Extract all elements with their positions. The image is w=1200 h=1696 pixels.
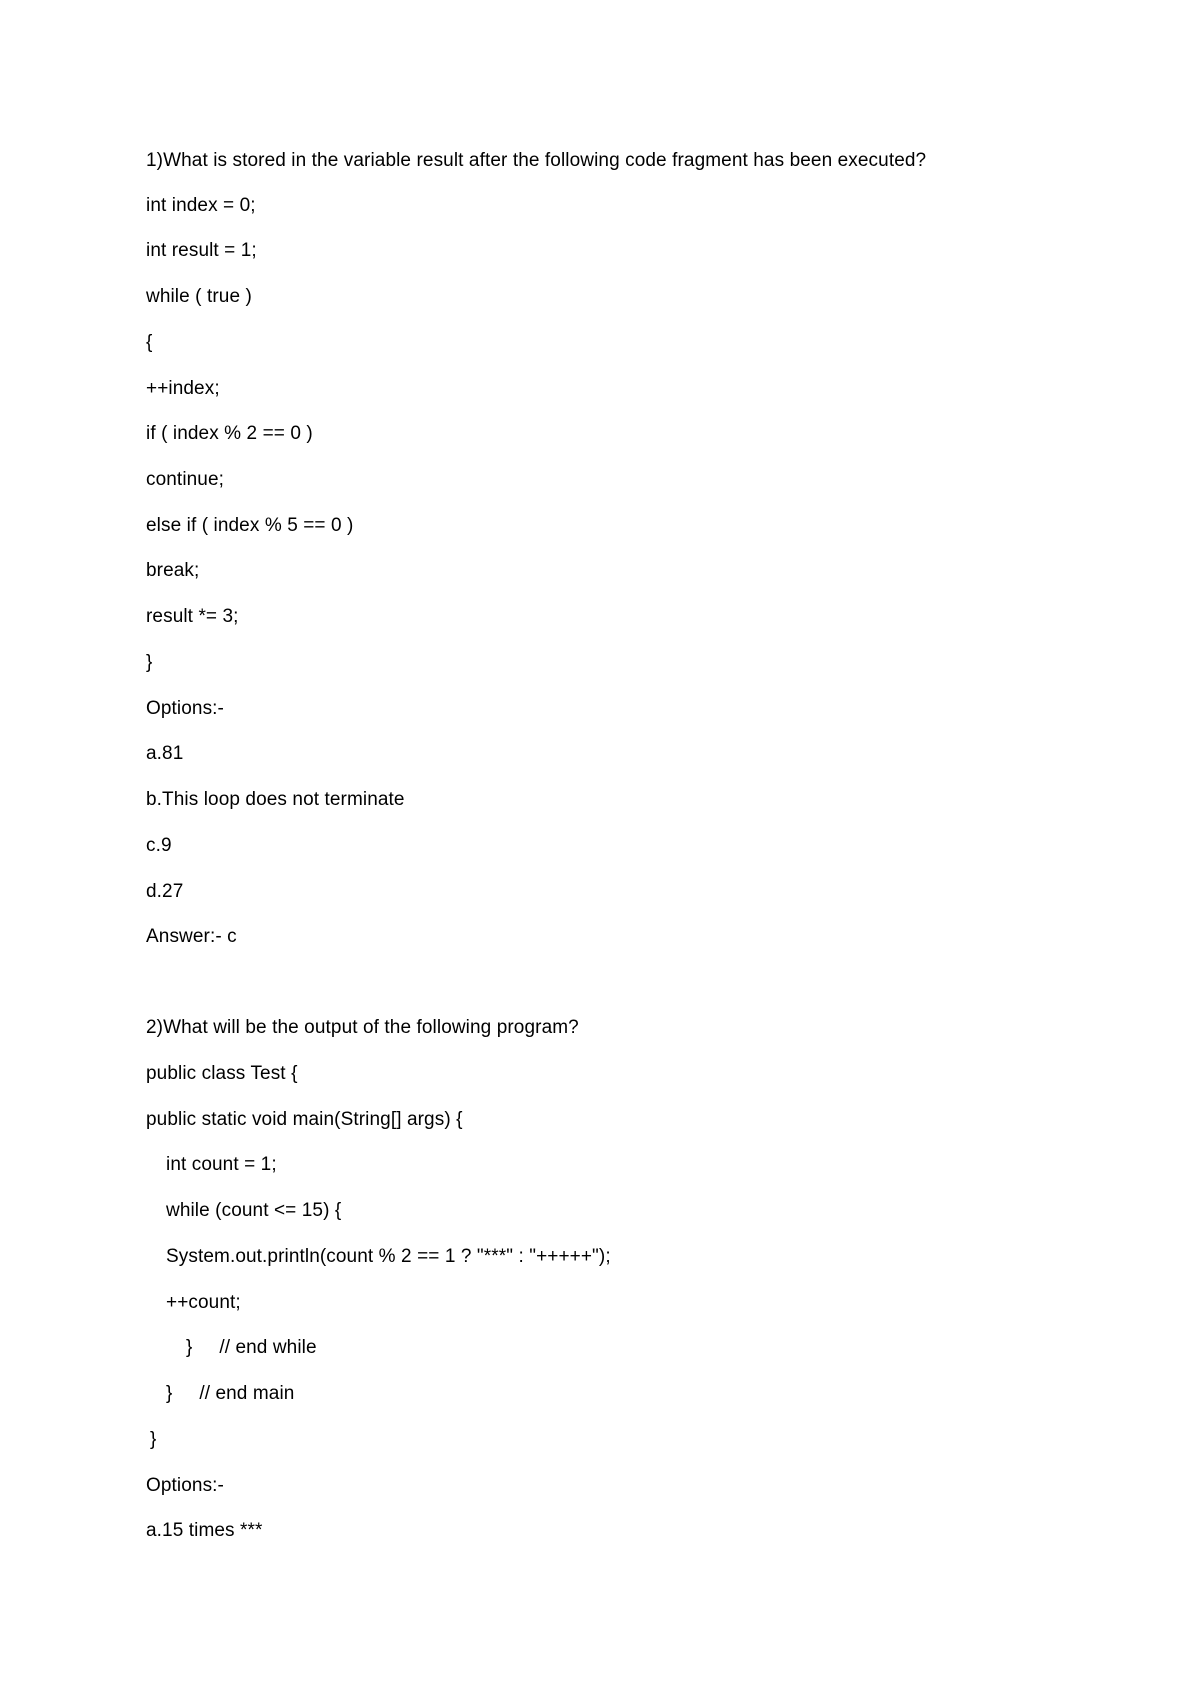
q2-code-line: } // end while bbox=[186, 1337, 317, 1358]
q2-code-line: } bbox=[150, 1429, 157, 1450]
q1-code-line: ++index; bbox=[146, 378, 220, 399]
q2-code-line: int count = 1; bbox=[166, 1154, 277, 1175]
q2-code-line: public class Test { bbox=[146, 1063, 298, 1084]
q1-option-a: a.81 bbox=[146, 743, 184, 764]
q1-code-line: continue; bbox=[146, 469, 225, 490]
q1-code-line: } bbox=[146, 652, 153, 673]
q1-code-line: { bbox=[146, 332, 153, 353]
q2-code-line: System.out.println(count % 2 == 1 ? "***" : "+++++"); bbox=[166, 1246, 611, 1267]
question-2-text: 2)What will be the output of the following program? bbox=[146, 1017, 579, 1038]
q1-option-d: d.27 bbox=[146, 881, 184, 902]
q2-code-line: ++count; bbox=[166, 1292, 241, 1313]
q1-code-line: result *= 3; bbox=[146, 606, 239, 627]
q2-options-label: Options:- bbox=[146, 1475, 224, 1496]
q1-code-line: int index = 0; bbox=[146, 195, 256, 216]
q1-code-line: break; bbox=[146, 560, 200, 581]
q2-option-a: a.15 times *** bbox=[146, 1520, 263, 1541]
question-1-text: 1)What is stored in the variable result after the following code fragment has been executed? bbox=[146, 150, 927, 171]
q1-code-line: while ( true ) bbox=[146, 286, 252, 307]
q1-answer: Answer:- c bbox=[146, 926, 237, 947]
q1-option-b: b.This loop does not terminate bbox=[146, 789, 405, 810]
q1-option-c: c.9 bbox=[146, 835, 172, 856]
q1-code-line: int result = 1; bbox=[146, 240, 257, 261]
q2-code-line: public static void main(String[] args) { bbox=[146, 1109, 463, 1130]
q2-code-line: while (count <= 15) { bbox=[166, 1200, 342, 1221]
q1-code-line: else if ( index % 5 == 0 ) bbox=[146, 515, 354, 536]
q1-code-line: if ( index % 2 == 0 ) bbox=[146, 423, 313, 444]
q2-code-line: } // end main bbox=[166, 1383, 295, 1404]
q1-options-label: Options:- bbox=[146, 698, 224, 719]
